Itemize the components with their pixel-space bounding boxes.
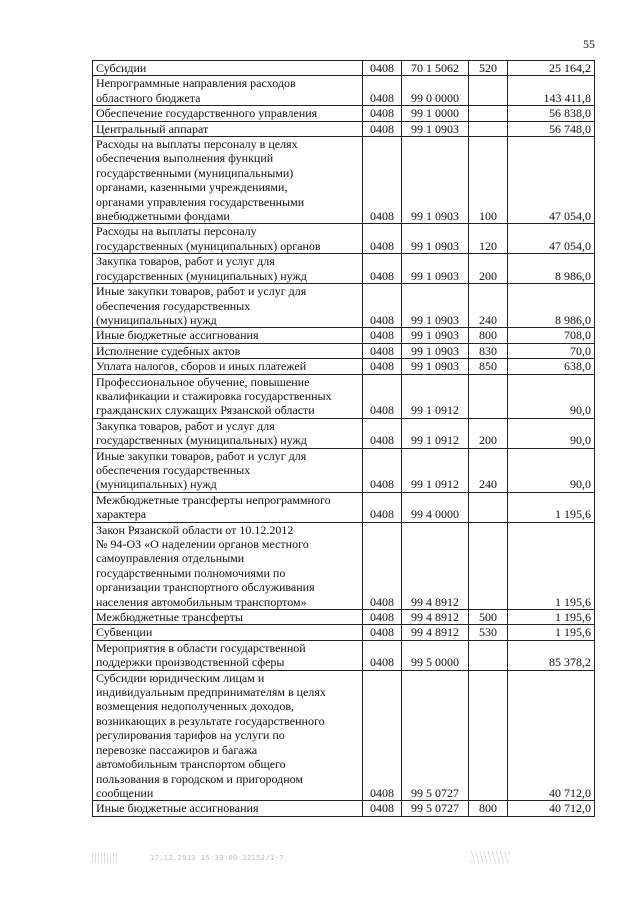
- table-row: [93, 76, 595, 106]
- expense-name-cell: Расходы на выплаты персоналу в целях обеспечения выполнения функций государственными (муниципальными) органами, казенными учреждениями, органами управления государственными внебюджетными фондами: [93, 137, 363, 224]
- expense-name-cell: Закупка товаров, работ и услуг для государственных (муниципальных) нужд: [93, 254, 363, 284]
- section-code-cell: 0408: [363, 121, 402, 136]
- target-item-cell: 99 1 0912: [402, 448, 469, 492]
- section-code-cell: 0408: [363, 492, 402, 522]
- expense-name-cell: Субсидии: [93, 61, 363, 76]
- expense-type-cell: [469, 522, 508, 609]
- amount-cell: 1 195,6: [508, 610, 595, 625]
- target-item-cell: 99 4 8912: [402, 610, 469, 625]
- target-item-cell: 99 4 0000: [402, 492, 469, 522]
- amount-cell: 56 838,0: [508, 106, 595, 121]
- amount-cell: 638,0: [508, 359, 595, 374]
- target-item-cell: 99 1 0912: [402, 374, 469, 418]
- table-row: [93, 254, 595, 284]
- section-code-cell: 0408: [363, 448, 402, 492]
- table-row: [93, 106, 595, 121]
- amount-cell: 47 054,0: [508, 224, 595, 254]
- table-row: [93, 640, 595, 670]
- table-row: [93, 670, 595, 801]
- amount-cell: 25 164,2: [508, 61, 595, 76]
- target-item-cell: 99 4 8912: [402, 625, 469, 640]
- expense-name-cell: Профессиональное обучение, повышение квалификации и стажировка государственных гражданских служащих Рязанской области: [93, 374, 363, 418]
- section-code-cell: 0408: [363, 137, 402, 224]
- section-code-cell: 0408: [363, 328, 402, 343]
- table-row: [93, 137, 595, 224]
- target-item-cell: 99 1 0903: [402, 224, 469, 254]
- amount-cell: 708,0: [508, 328, 595, 343]
- expense-type-cell: [469, 670, 508, 801]
- expense-type-cell: 500: [469, 610, 508, 625]
- section-code-cell: 0408: [363, 343, 402, 358]
- table-row: [93, 374, 595, 418]
- expense-type-cell: 830: [469, 343, 508, 358]
- expense-type-cell: [469, 106, 508, 121]
- table-row: [93, 522, 595, 609]
- target-item-cell: 99 1 0903: [402, 284, 469, 328]
- expense-type-cell: 520: [469, 61, 508, 76]
- section-code-cell: 0408: [363, 374, 402, 418]
- target-item-cell: 99 1 0903: [402, 343, 469, 358]
- table-row: [93, 492, 595, 522]
- budget-table-body: [93, 61, 595, 817]
- expense-type-cell: [469, 121, 508, 136]
- section-code-cell: 0408: [363, 670, 402, 801]
- expense-name-cell: Мероприятия в области государственной поддержки производственной сферы: [93, 640, 363, 670]
- expense-name-cell: Расходы на выплаты персоналу государственных (муниципальных) органов: [93, 224, 363, 254]
- expense-type-cell: 850: [469, 359, 508, 374]
- table-row: [93, 343, 595, 358]
- expense-name-cell: Иные закупки товаров, работ и услуг для обеспечения государственных (муниципальных) нужд: [93, 284, 363, 328]
- expense-type-cell: 530: [469, 625, 508, 640]
- target-item-cell: 99 1 0903: [402, 328, 469, 343]
- table-row: [93, 801, 595, 816]
- target-item-cell: 99 1 0912: [402, 418, 469, 448]
- expense-name-cell: Иные бюджетные ассигнования: [93, 801, 363, 816]
- target-item-cell: 99 5 0000: [402, 640, 469, 670]
- page-number: 55: [583, 37, 595, 51]
- section-code-cell: 0408: [363, 610, 402, 625]
- table-row: [93, 284, 595, 328]
- target-item-cell: 99 0 0000: [402, 76, 469, 106]
- expense-name-cell: Уплата налогов, сборов и иных платежей: [93, 359, 363, 374]
- amount-cell: 1 195,6: [508, 492, 595, 522]
- section-code-cell: 0408: [363, 801, 402, 816]
- expense-type-cell: 240: [469, 448, 508, 492]
- table-row: [93, 610, 595, 625]
- expense-type-cell: [469, 76, 508, 106]
- section-code-cell: 0408: [363, 625, 402, 640]
- table-row: [93, 359, 595, 374]
- expense-name-cell: Исполнение судебных актов: [93, 343, 363, 358]
- amount-cell: 40 712,0: [508, 801, 595, 816]
- target-item-cell: 70 1 5062: [402, 61, 469, 76]
- budget-table: [92, 60, 595, 817]
- target-item-cell: 99 1 0903: [402, 137, 469, 224]
- table-row: [93, 61, 595, 76]
- target-item-cell: 99 5 0727: [402, 670, 469, 801]
- table-row: [93, 418, 595, 448]
- amount-cell: 40 712,0: [508, 670, 595, 801]
- expense-name-cell: Закупка товаров, работ и услуг для государственных (муниципальных) нужд: [93, 418, 363, 448]
- expense-name-cell: Непрограммные направления расходов областного бюджета: [93, 76, 363, 106]
- expense-name-cell: Межбюджетные трансферты непрограммного характера: [93, 492, 363, 522]
- table-row: [93, 625, 595, 640]
- expense-name-cell: Обеспечение государственного управления: [93, 106, 363, 121]
- section-code-cell: 0408: [363, 522, 402, 609]
- expense-type-cell: [469, 640, 508, 670]
- target-item-cell: 99 4 8912: [402, 522, 469, 609]
- section-code-cell: 0408: [363, 254, 402, 284]
- amount-cell: 8 986,0: [508, 254, 595, 284]
- footer-timestamp: 17.12.2013 15:33:00 32152/1-7: [150, 854, 284, 862]
- amount-cell: 47 054,0: [508, 137, 595, 224]
- target-item-cell: 99 5 0727: [402, 801, 469, 816]
- expense-type-cell: 200: [469, 418, 508, 448]
- target-item-cell: 99 1 0000: [402, 106, 469, 121]
- expense-name-cell: Иные закупки товаров, работ и услуг для обеспечения государственных (муниципальных) нужд: [93, 448, 363, 492]
- target-item-cell: 99 1 0903: [402, 121, 469, 136]
- table-row: [93, 224, 595, 254]
- expense-name-cell: Межбюджетные трансферты: [93, 610, 363, 625]
- section-code-cell: 0408: [363, 106, 402, 121]
- table-row: [93, 328, 595, 343]
- amount-cell: 1 195,6: [508, 625, 595, 640]
- amount-cell: 90,0: [508, 418, 595, 448]
- amount-cell: 143 411,8: [508, 76, 595, 106]
- expense-type-cell: 200: [469, 254, 508, 284]
- target-item-cell: 99 1 0903: [402, 359, 469, 374]
- expense-name-cell: Субсидии юридическим лицам и индивидуальным предпринимателям в целях возмещения недополученных доходов, возникающих в результате государственного регулирования тарифов на услуги по перевозке пассажиров и багажа автомобильным транспортом общего пользования в городском и пригородном сообщении: [93, 670, 363, 801]
- expense-name-cell: Субвенции: [93, 625, 363, 640]
- amount-cell: 56 748,0: [508, 121, 595, 136]
- section-code-cell: 0408: [363, 418, 402, 448]
- amount-cell: 1 195,6: [508, 522, 595, 609]
- table-row: [93, 121, 595, 136]
- target-item-cell: 99 1 0903: [402, 254, 469, 284]
- expense-type-cell: [469, 492, 508, 522]
- amount-cell: 8 986,0: [508, 284, 595, 328]
- expense-type-cell: 240: [469, 284, 508, 328]
- section-code-cell: 0408: [363, 61, 402, 76]
- section-code-cell: 0408: [363, 640, 402, 670]
- expense-name-cell: Закон Рязанской области от 10.12.2012 № 94-ОЗ «О наделении органов местного самоуправления отдельными государственными полномочиями по организации транспортного обслуживания населения автомобильным транспортом»: [93, 522, 363, 609]
- section-code-cell: 0408: [363, 284, 402, 328]
- amount-cell: 70,0: [508, 343, 595, 358]
- amount-cell: 85 378,2: [508, 640, 595, 670]
- section-code-cell: 0408: [363, 76, 402, 106]
- amount-cell: 90,0: [508, 448, 595, 492]
- section-code-cell: 0408: [363, 359, 402, 374]
- expense-type-cell: 800: [469, 328, 508, 343]
- scan-footer: [92, 851, 512, 865]
- table-row: [93, 448, 595, 492]
- expense-name-cell: Иные бюджетные ассигнования: [93, 328, 363, 343]
- expense-type-cell: 120: [469, 224, 508, 254]
- expense-name-cell: Центральный аппарат: [93, 121, 363, 136]
- expense-type-cell: 100: [469, 137, 508, 224]
- expense-type-cell: [469, 374, 508, 418]
- section-code-cell: 0408: [363, 224, 402, 254]
- amount-cell: 90,0: [508, 374, 595, 418]
- scan-scribble-mark: [470, 851, 510, 863]
- expense-type-cell: 800: [469, 801, 508, 816]
- scan-stamp-mark: [92, 853, 118, 863]
